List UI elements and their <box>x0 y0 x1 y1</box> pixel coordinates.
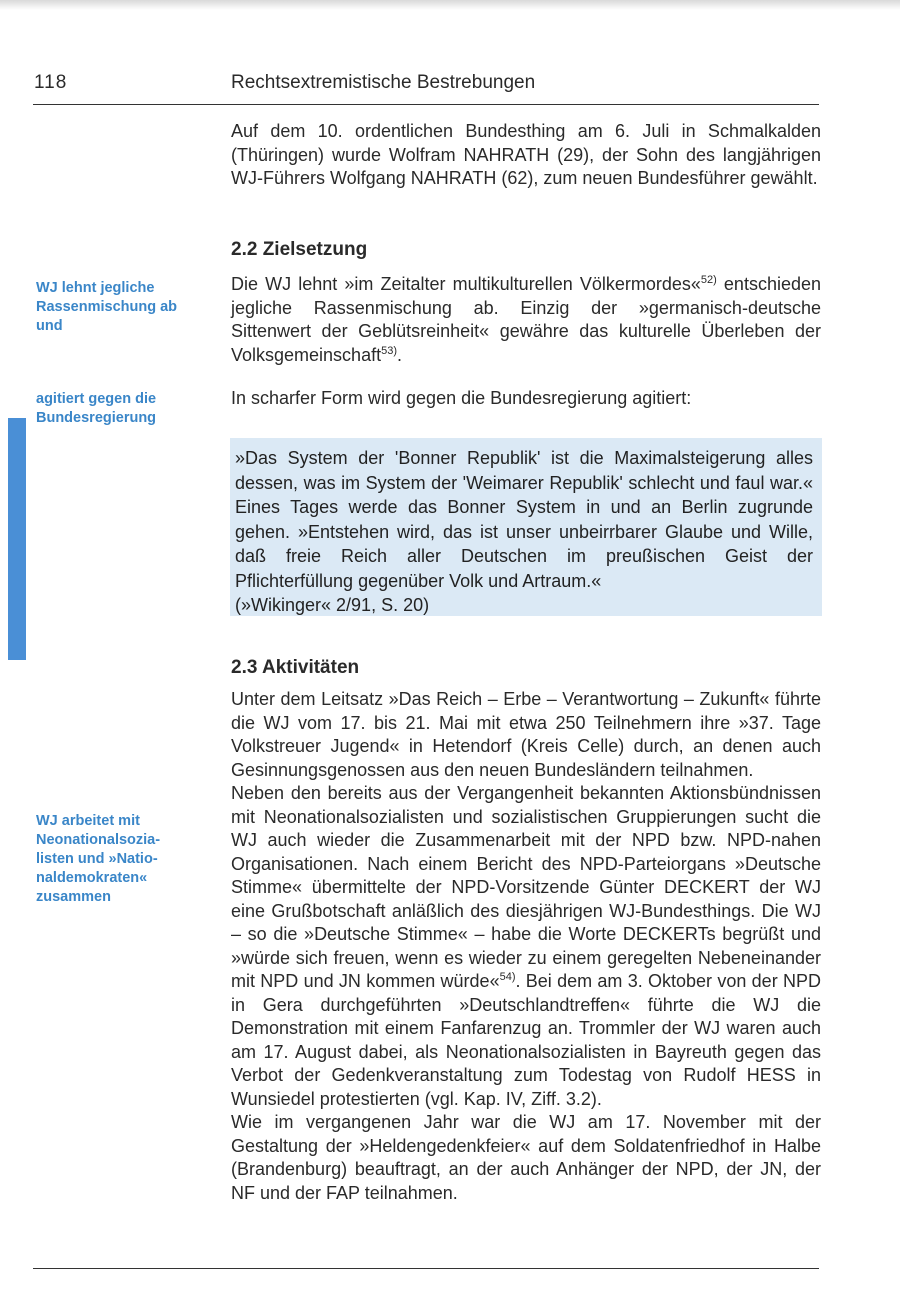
scan-top-shadow <box>0 0 900 10</box>
margin-note-rassenmischung: WJ lehnt jegliche Rassenmischung ab und <box>36 280 178 334</box>
zielsetzung-text-a: Die WJ lehnt »im Zeitalter multikulturellen Völkermordes« <box>231 274 701 294</box>
margin-note-bundesregierung: agitiert gegen die Bundesregierung <box>36 391 157 426</box>
section-heading-aktivitaeten: 2.3 Aktivitäten <box>231 657 360 678</box>
footnote-ref-54: 54) <box>499 971 516 983</box>
footnote-ref-53: 53) <box>381 344 397 357</box>
quote-source: (»Wikinger« 2/91, S. 20) <box>235 595 430 615</box>
zielsetzung-text-c: . <box>397 344 403 365</box>
page-number: 118 <box>34 72 68 93</box>
aktivitaeten-paragraph-1: Unter dem Leitsatz »Das Reich – Erbe – Verantwortung – Zukunft« führte die WJ vom 17. bis 21. Mai mit etwa 250 Teilnehmern ihre »37. Tage Volkstreuer Jugend« in Hetendorf (Kreis Celle) durch, an denen auch Gesinnungsgenossen aus den neuen Bundesländern teilnahmen. <box>231 689 821 780</box>
aktivitaeten-paragraph-2 <box>231 782 821 1111</box>
header-rule <box>33 104 819 105</box>
zielsetzung-text-b: entschieden jegliche Rassenmischung ab. Einzig der »germanisch-deutsche Sittenwert der Geblütsreinheit« gewähre das kulturelle Überleben der Volksgemeinschaft <box>231 274 821 365</box>
aktivitaeten-text-2b: . Bei dem am 3. Oktober von der NPD in Gera durchgeführten »Deutschlandtreffen« führte die WJ die Demonstration mit einem Fanfarenzug an. Trommler der WJ waren auch am 17. August dabei, als Neonationalsozialisten in Bayreuth gegen das Verbot der Gedenkveranstaltung zum Todestag von Rudolf HESS in Wunsiedel protestierten (vgl. Kap. IV, Ziff. 3.2). <box>231 971 821 1109</box>
agitation-line: In scharfer Form wird gegen die Bundesregierung agitiert: <box>231 388 692 408</box>
margin-note-zusammenarbeit: WJ arbeitet mit Neonationalsozia-listen und »Natio-naldemokraten« zusammen <box>36 813 161 905</box>
zielsetzung-paragraph <box>231 273 821 367</box>
quote-block <box>235 446 813 618</box>
intro-paragraph: Auf dem 10. ordentlichen Bundesthing am 6. Juli in Schmalkalden (Thüringen) wurde Wolfram NAHRATH (29), der Sohn des langjährigen WJ-Führers Wolfgang NAHRATH (62), zum neuen Bundesführer gewählt. <box>231 121 821 188</box>
footer-rule <box>33 1268 819 1269</box>
footnote-ref-52: 52) <box>700 274 717 286</box>
aktivitaeten-block <box>231 688 821 1205</box>
intro-block <box>231 120 821 191</box>
zielsetzung-block <box>231 273 821 367</box>
aktivitaeten-paragraph-3: Wie im vergangenen Jahr war die WJ am 17. November mit der Gestaltung der »Heldengedenkfeier« auf dem Soldatenfriedhof in Halbe (Brandenburg) beauftragt, an der auch Anhänger der NPD, der JN, der NF und der FAP teilnahmen. <box>231 1112 821 1203</box>
quote-text: »Das System der 'Bonner Republik' ist die Maximalsteigerung alles dessen, was im System der 'Weimarer Republik' schlecht und faul war.« Eines Tages werde das Bonner System in und an Berlin zugrunde gehen. »Entstehen wird, das ist unser unbeirrbarer Glaube und Wille, daß freie Reich aller Deutschen im preußischen Geist der Pflichterfüllung gegenüber Volk und Artraum.« <box>235 448 813 591</box>
margin-accent-bar <box>8 418 26 660</box>
running-title: Rechtsextremistische Bestrebungen <box>231 72 536 93</box>
aktivitaeten-text-2a: Neben den bereits aus der Vergangenheit bekannten Aktionsbündnissen mit Neonationalsozialisten und sozialistischen Gruppierungen sucht die WJ auch wieder die Zusammenarbeit mit der NPD bzw. NPD-nahen Organisationen. Nach einem Bericht des NPD-Parteiorgans »Deutsche Stimme« übermittelte der NPD-Vorsitzende Günter DECKERT der WJ eine Grußbotschaft anläßlich des diesjährigen WJ-Bundesthings. Die WJ – so die »Deutsche Stimme« – habe die Worte DECKERTs begrüßt und »würde sich freuen, wenn es wieder zu einem geregelten Nebeneinander mit NPD und JN kommen würde« <box>231 783 821 991</box>
section-heading-zielsetzung: 2.2 Zielsetzung <box>231 239 368 260</box>
